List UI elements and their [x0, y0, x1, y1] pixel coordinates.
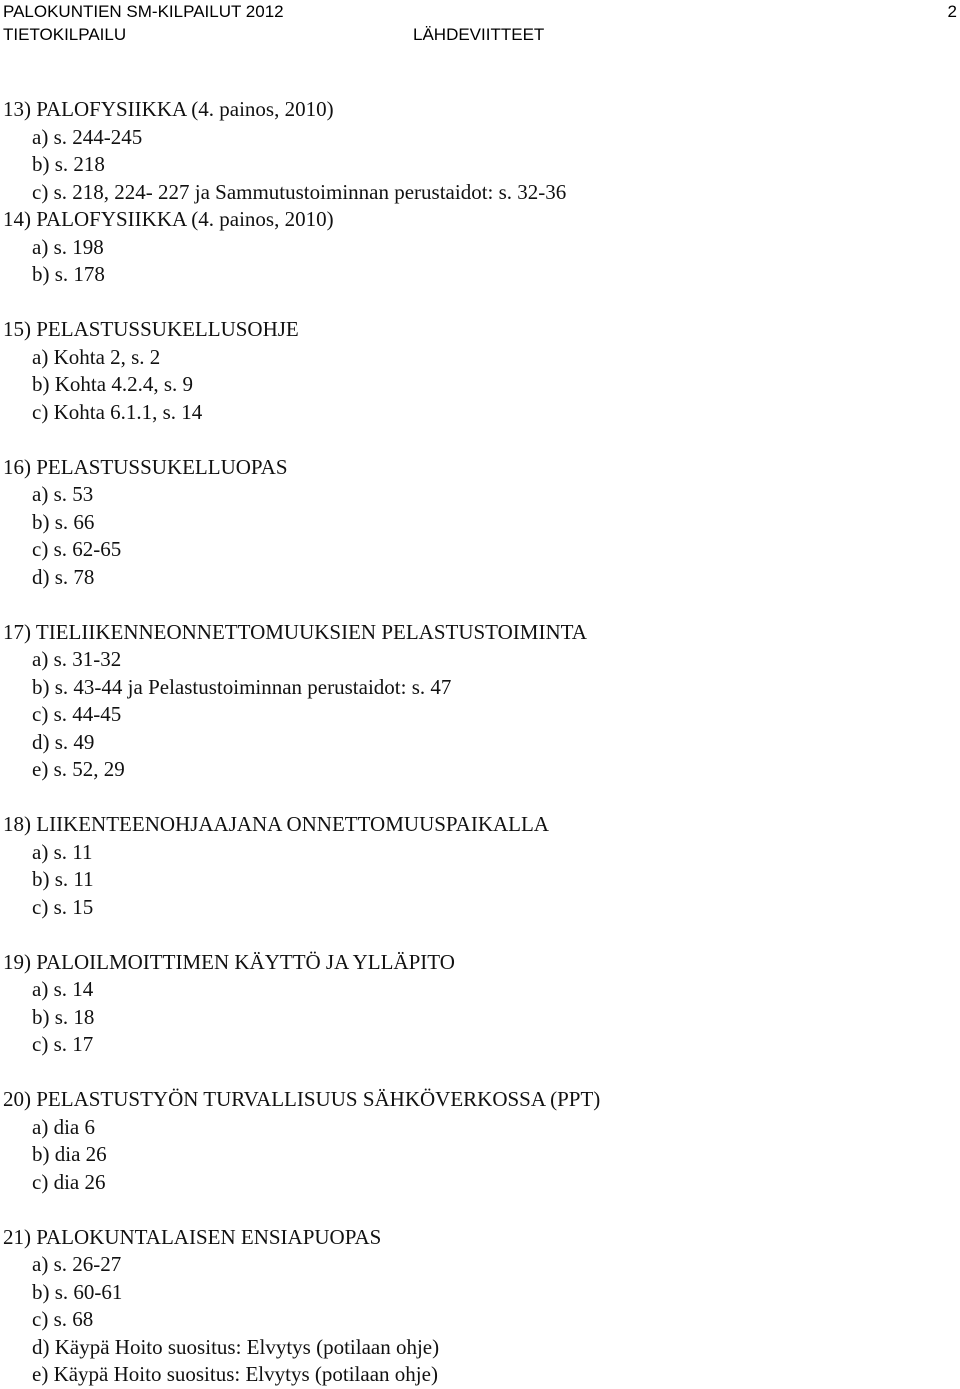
section-title: 15) PELASTUSSUKELLUSOHJE	[3, 317, 299, 341]
header-title: PALOKUNTIEN SM-KILPAILUT 2012	[3, 2, 284, 21]
reference-section	[3, 811, 953, 921]
reference-item: a) s. 53	[32, 482, 94, 506]
reference-section	[3, 949, 953, 1059]
reference-item: b) s. 66	[32, 509, 95, 534]
reference-item: c) s. 218, 224- 227 ja Sammutustoiminnan perustaidot: s. 32-36	[32, 179, 567, 204]
reference-item: d) s. 78	[32, 564, 95, 589]
reference-item: a) s. 14	[32, 977, 94, 1001]
section-title: 16) PELASTUSSUKELLUOPAS	[3, 454, 288, 479]
section-title: 19) PALOILMOITTIMEN KÄYTTÖ JA YLLÄPITO	[3, 949, 455, 974]
reference-item: a) dia 6	[32, 1114, 95, 1139]
reference-item: a) Kohta 2, s. 2	[32, 344, 161, 369]
reference-item: c) s. 68	[32, 1307, 94, 1331]
reference-item: c) dia 26	[32, 1169, 106, 1194]
reference-item: c) s. 62-65	[32, 537, 122, 561]
reference-item: d) s. 49	[32, 729, 95, 754]
reference-section	[3, 96, 953, 206]
reference-item: c) s. 17	[32, 1032, 94, 1056]
reference-section	[3, 316, 953, 426]
section-title: 21) PALOKUNTALAISEN ENSIAPUOPAS	[3, 1224, 382, 1249]
reference-item: a) s. 31-32	[32, 647, 122, 671]
header-subtitle: TIETOKILPAILU	[3, 25, 127, 44]
page-number: 2	[947, 2, 957, 21]
reference-section	[3, 1086, 953, 1196]
reference-item: b) s. 178	[32, 262, 105, 286]
page-header	[3, 0, 957, 50]
reference-item: b) s. 218	[32, 152, 105, 176]
reference-section	[3, 1224, 953, 1389]
reference-item: a) s. 26-27	[32, 1252, 122, 1276]
reference-section	[3, 206, 953, 289]
reference-item: b) Kohta 4.2.4, s. 9	[32, 372, 193, 396]
reference-item: b) s. 18	[32, 1004, 95, 1029]
reference-list	[3, 96, 953, 1389]
reference-item: b) s. 43-44 ja Pelastustoiminnan perustaidot: s. 47	[32, 674, 452, 699]
reference-item: b) s. 11	[32, 867, 94, 891]
reference-section	[3, 619, 953, 784]
header-section-label: LÄHDEVIITTEET	[413, 25, 545, 44]
section-title: 20) PELASTUSTYÖN TURVALLISUUS SÄHKÖVERKOSSA (PPT)	[3, 1087, 601, 1111]
section-title: 17) TIELIIKENNEONNETTOMUUKSIEN PELASTUSTOIMINTA	[3, 619, 587, 644]
reference-section	[3, 454, 953, 592]
reference-item: c) Kohta 6.1.1, s. 14	[32, 399, 203, 424]
reference-item: e) Käypä Hoito suositus: Elvytys (potilaan ohje)	[32, 1362, 438, 1386]
section-title: 14) PALOFYSIIKKA (4. painos, 2010)	[3, 207, 334, 231]
section-title: 18) LIIKENTEENOHJAAJANA ONNETTOMUUSPAIKALLA	[3, 812, 549, 836]
reference-item: b) s. 60-61	[32, 1279, 123, 1304]
reference-item: b) dia 26	[32, 1142, 107, 1166]
reference-item: d) Käypä Hoito suositus: Elvytys (potilaan ohje)	[32, 1334, 440, 1359]
reference-item: a) s. 198	[32, 234, 104, 259]
section-title: 13) PALOFYSIIKKA (4. painos, 2010)	[3, 97, 334, 121]
reference-item: c) s. 15	[32, 894, 94, 919]
reference-item: a) s. 11	[32, 839, 93, 864]
reference-item: e) s. 52, 29	[32, 757, 125, 781]
reference-item: a) s. 244-245	[32, 124, 143, 149]
reference-item: c) s. 44-45	[32, 702, 122, 726]
